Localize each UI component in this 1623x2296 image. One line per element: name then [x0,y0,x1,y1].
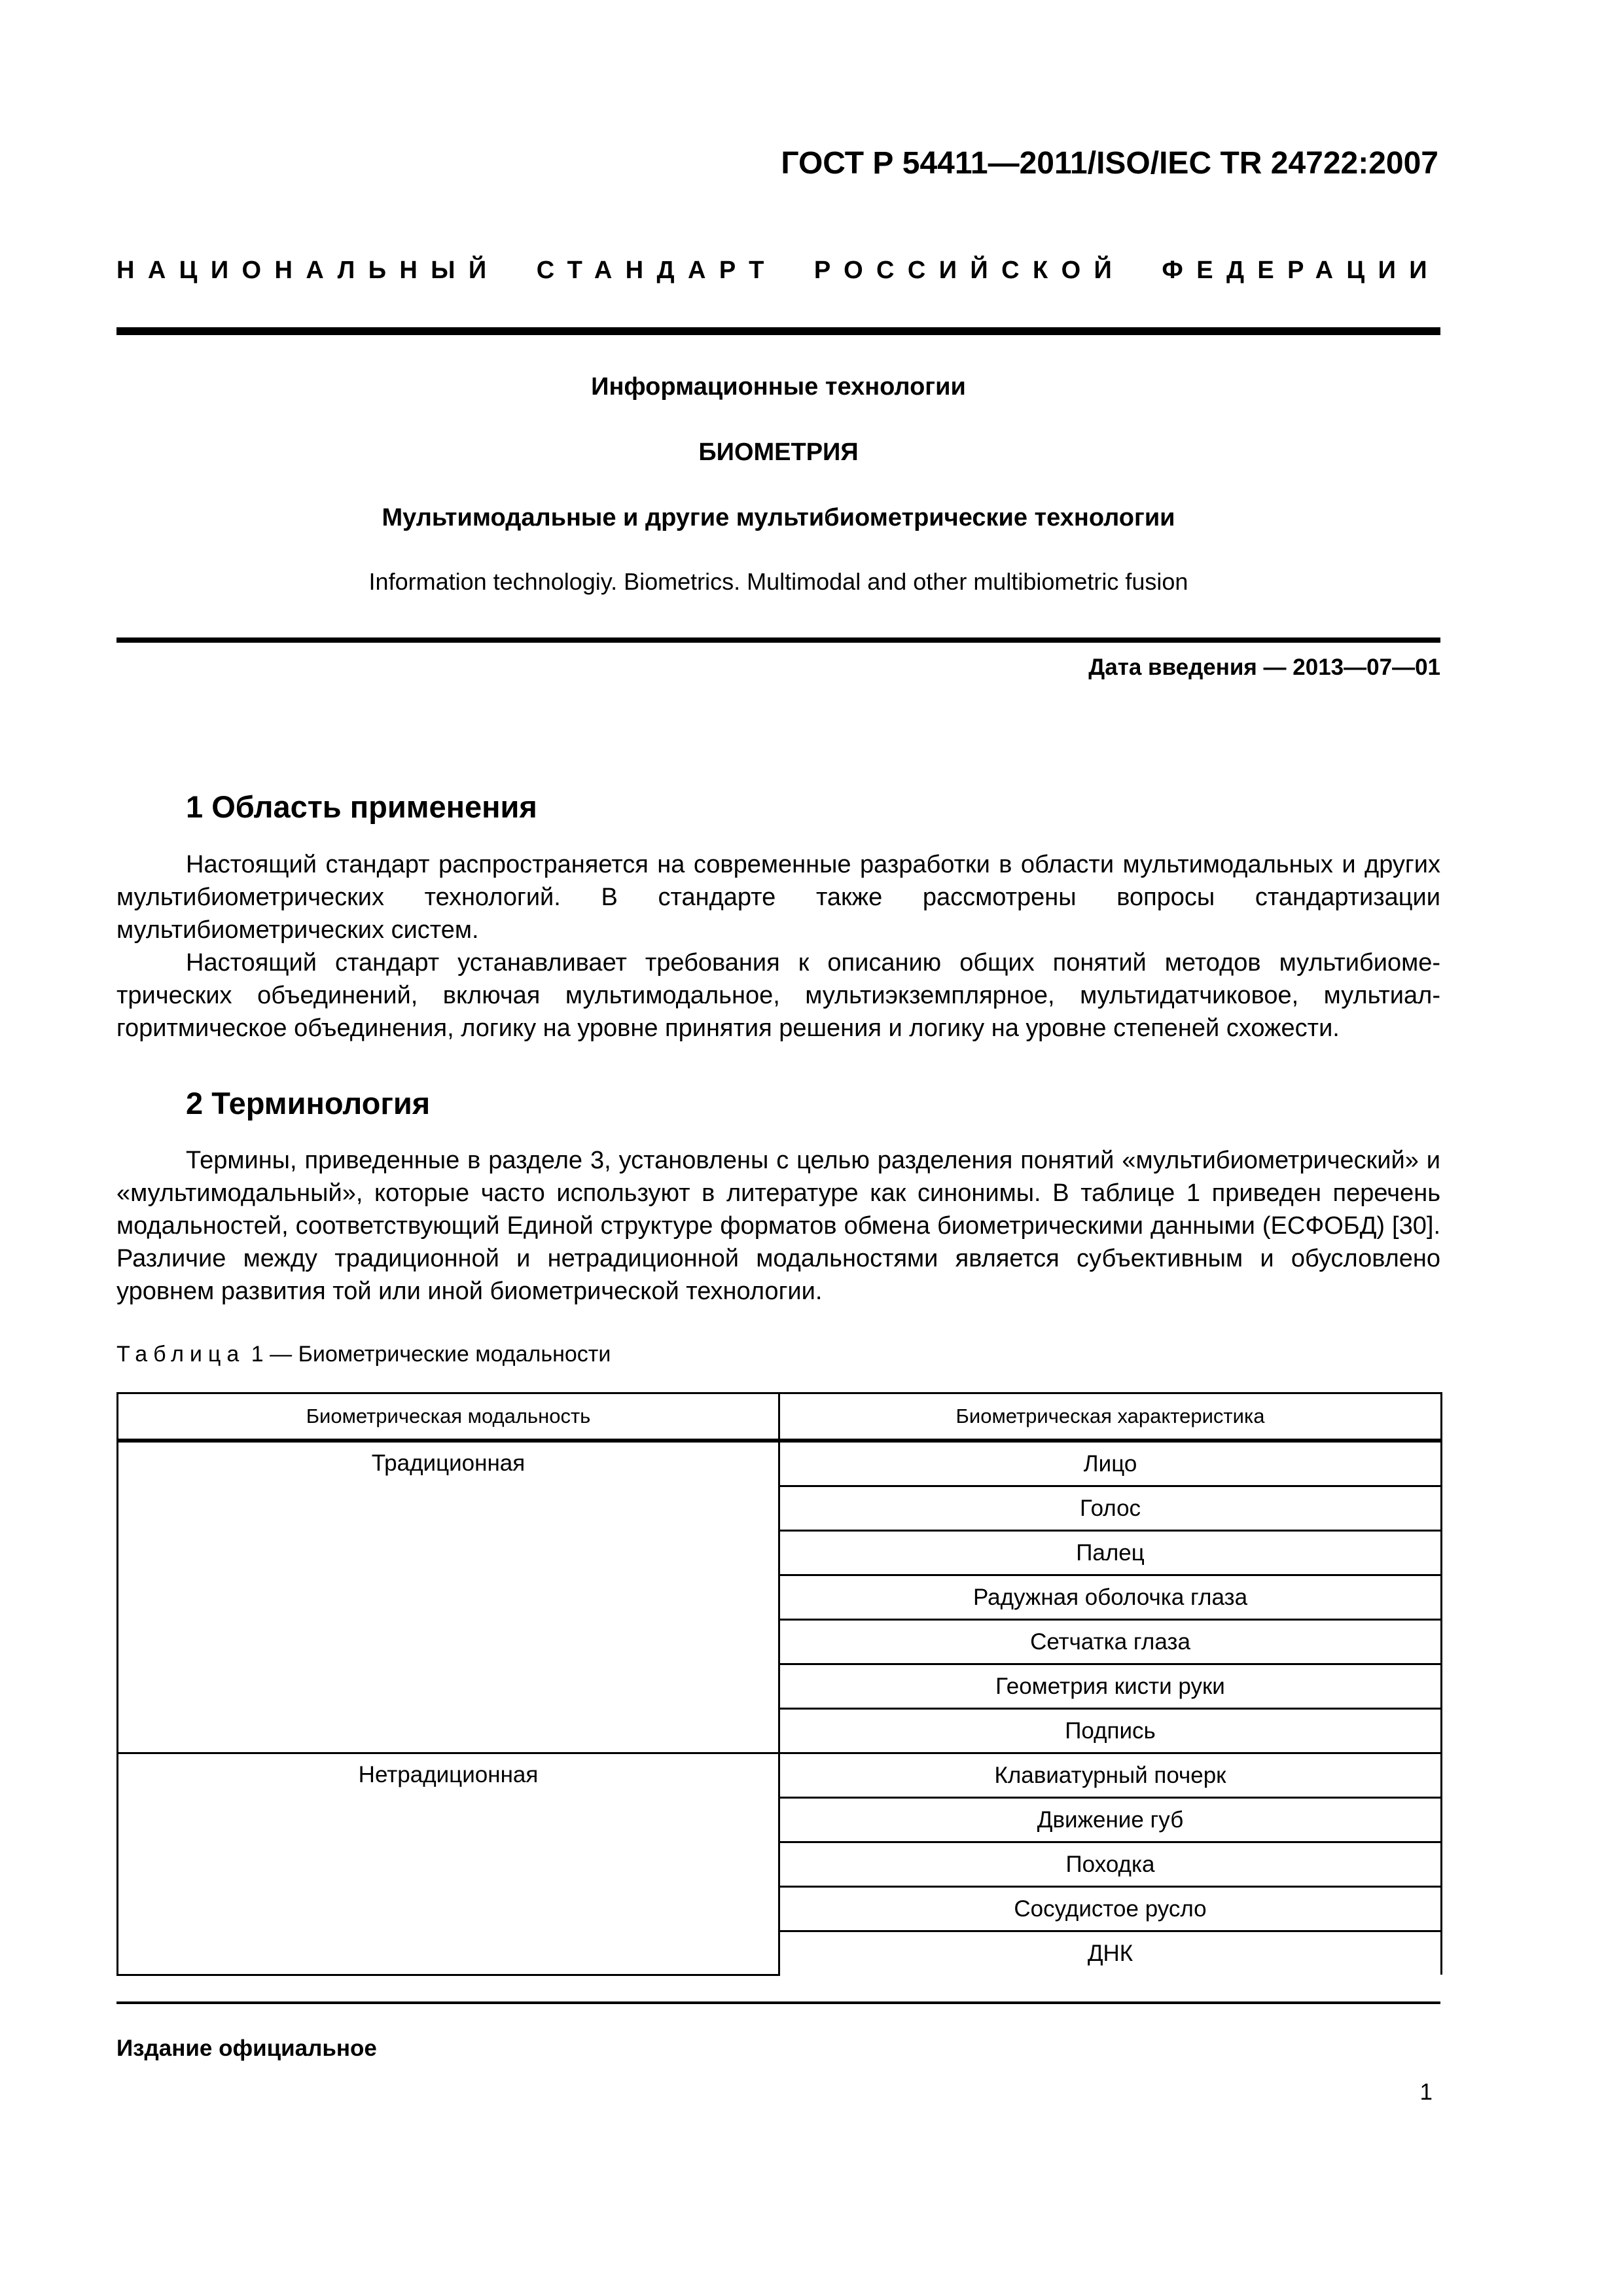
section-2-heading: 2 Терминология [186,1086,431,1121]
characteristic-cell: Геометрия кисти руки [779,1664,1442,1709]
characteristic-cell: Лицо [779,1441,1442,1486]
footer-rule [116,2001,1440,2004]
characteristic-cell: Походка [779,1842,1442,1887]
characteristic-cell: Движение губ [779,1798,1442,1842]
section-1-paragraph-2: Настоящий стандарт устанавливает требования к описанию общих понятий методов мультибиометрических объединений, включая мультимодальное, мультиэкземплярное, мультидатчиковое, мультиалгоритмическое объединения, логику на уровне принятия решения и логику на уровне степеней схожести. [116,949,1440,1042]
page-number: 1 [1419,2079,1433,2105]
table-row [118,1441,1442,1486]
title-line-3: Мультимодальные и другие мультибиометрические технологии [382,504,1175,531]
characteristic-cell: Клавиатурный почерк [779,1753,1442,1798]
table-header-modality: Биометрическая модальность [118,1393,779,1441]
title-line-1: Информационные технологии [591,373,966,401]
section-1-paragraph-1: Настоящий стандарт распространяется на современные разработки в области мультимодальных и других мультибиометрических технологий. В стандарте также рассмотрены вопросы стандартизации мультибиометрических систем. [116,851,1440,944]
characteristic-cell: ДНК [779,1931,1442,1975]
modality-cell: Нетрадиционная [118,1753,779,1975]
title-rule [116,637,1440,643]
modality-cell: Традиционная [118,1441,779,1753]
national-standard-heading: НАЦИОНАЛЬНЫЙ СТАНДАРТ РОССИЙСКОЙ ФЕДЕРАЦИИ [116,257,1440,284]
header-rule [116,327,1440,335]
table-caption: Таблица 1 — Биометрические модальности [116,1342,611,1367]
characteristic-cell: Сетчатка глаза [779,1620,1442,1664]
edition-label: Издание официальное [116,2036,377,2061]
characteristic-cell: Палец [779,1531,1442,1575]
introduction-date: Дата введения — 2013—07—01 [1088,655,1440,680]
table-header-characteristic: Биометрическая характеристика [779,1393,1442,1441]
modalities-table [116,1392,1442,1976]
document-id: ГОСТ Р 54411—2011/ISO/IEC TR 24722:2007 [781,146,1438,181]
characteristic-cell: Радужная оболочка глаза [779,1575,1442,1620]
table-row [118,1753,1442,1798]
section-2-paragraph-1: Термины, приведенные в разделе 3, установлены с целью разделения понятий «мультибиометрический» и «мультимодальный», которые часто используют в литературе как синонимы. В таблице 1 приведен перечень модальностей, соответствующий Единой структуре форматов обмена биометрическими данными (ЕСФОБД) [30]. Различие между традиционной и нетрадиционной модальностями является субъективным и обусловлено уровнем развития той или иной биометрической технологии. [116,1147,1440,1305]
section-1-heading: 1 Область применения [186,789,537,824]
english-title: Information technologiy. Biometrics. Multimodal and other multibiometric fusion [368,568,1188,595]
table-header-row [118,1393,1442,1441]
title-line-2: БИОМЕТРИЯ [698,439,859,466]
characteristic-cell: Голос [779,1486,1442,1531]
characteristic-cell: Подпись [779,1709,1442,1753]
characteristic-cell: Сосудистое русло [779,1887,1442,1931]
